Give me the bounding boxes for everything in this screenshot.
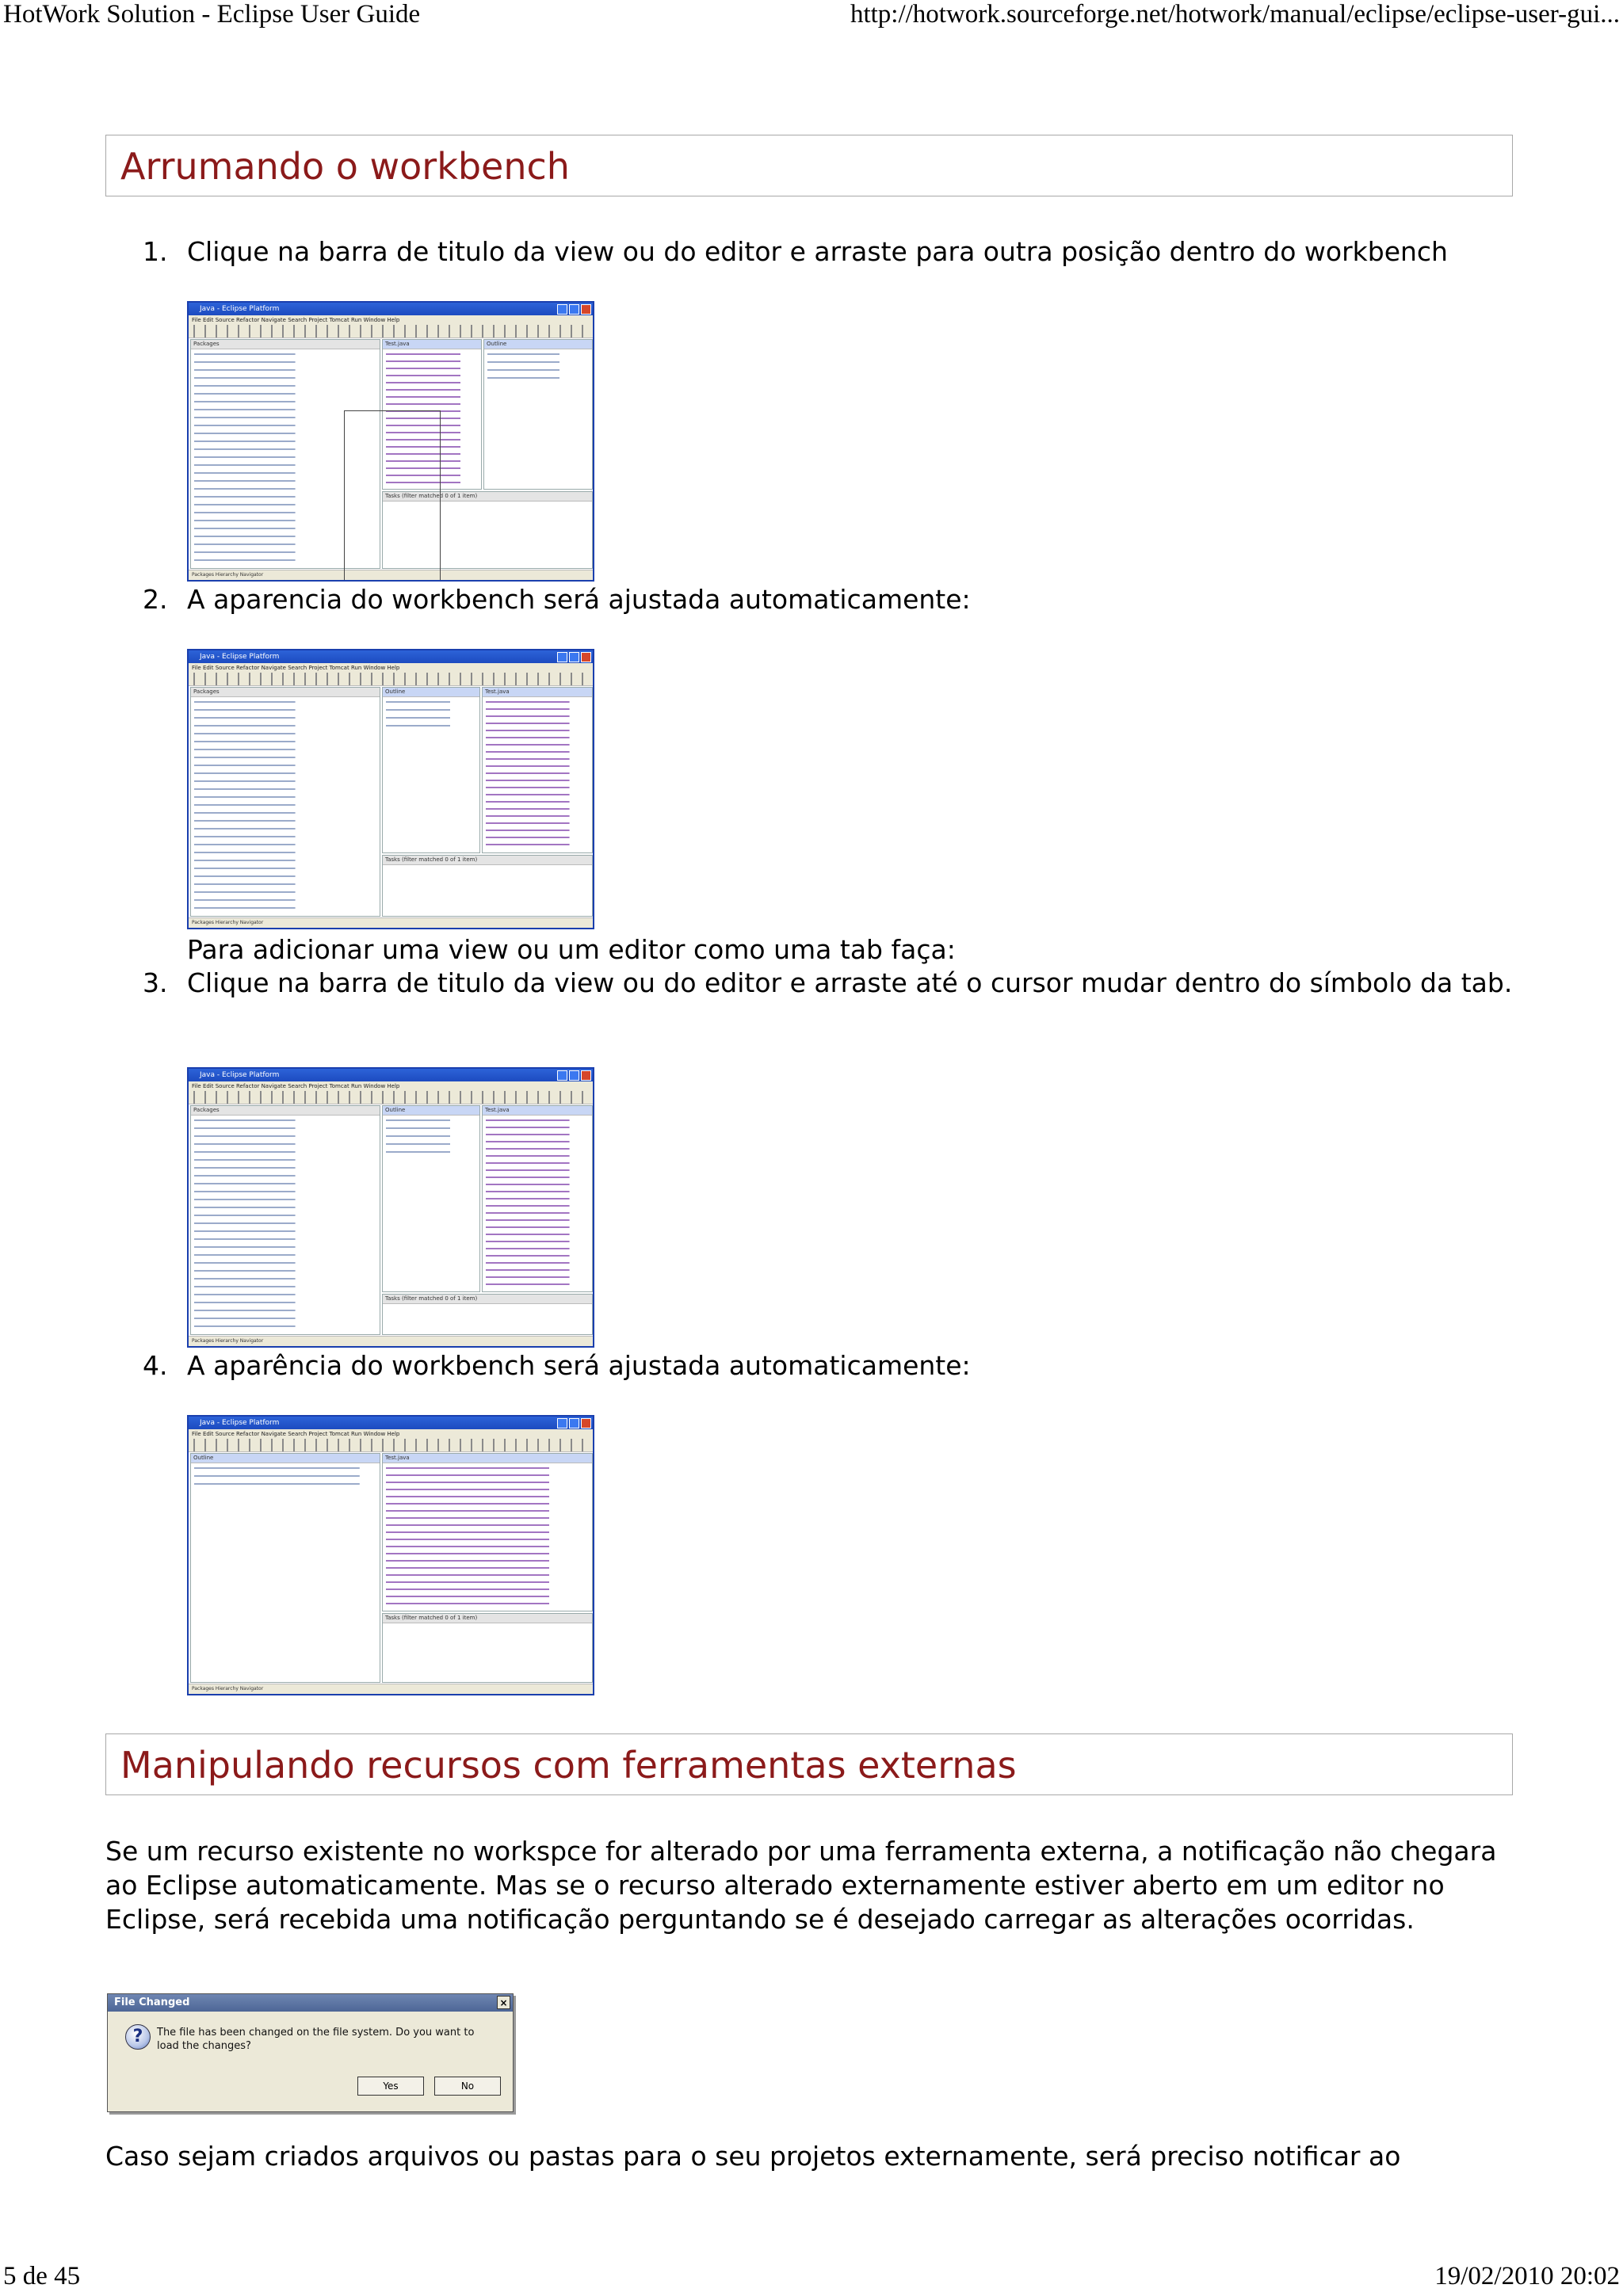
dialog-message: The file has been changed on the file system. Do you want to load the changes?: [157, 2027, 475, 2052]
tasks-pane: [382, 1294, 593, 1335]
package-tree: [194, 1117, 378, 1333]
minimize-icon: [557, 304, 567, 315]
close-icon: [581, 1418, 591, 1428]
pane-tab: Tasks (filter matched 0 of 1 item): [383, 492, 592, 502]
window-title: Java - Eclipse Platform: [200, 1071, 280, 1079]
window-titlebar: [189, 1069, 593, 1081]
code-area: [386, 1465, 590, 1609]
packages-pane: [190, 687, 380, 917]
window-titlebar: [189, 650, 593, 663]
window-buttons: [557, 1418, 591, 1428]
window-buttons: [557, 652, 591, 662]
editor-pane: [482, 1105, 593, 1292]
maximize-icon: [569, 1070, 579, 1081]
section-heading-external-tools: [105, 1733, 1513, 1795]
dialog-title: File Changed: [114, 1997, 190, 2008]
paragraph: Se um recurso existente no workspce for alterado por uma ferramenta externa, a notificação não chegara ao Eclipse automaticamente. Mas se o recurso alterado externamente estiver aberto em um editor no Eclipse, será recebida uma notificação perguntando se é desejado carregar as alterações ocorridas.: [105, 1836, 1497, 1935]
step-number: 4.: [143, 1350, 168, 1381]
outline-tree: [487, 351, 590, 487]
paragraph: Caso sejam criados arquivos ou pastas para o seu projetos externamente, será preciso notificar ao: [105, 2141, 1401, 2172]
close-icon: [581, 1070, 591, 1081]
dialog-titlebar: [108, 1994, 513, 2012]
step-number: 2.: [143, 584, 168, 615]
outline-pane: [190, 1453, 380, 1683]
pane-tab: Test.java: [483, 1106, 592, 1116]
editor-pane: [382, 1453, 593, 1611]
menu-bar: File Edit Source Refactor Navigate Search Project Tomcat Run Window Help: [189, 1081, 593, 1091]
close-icon: [581, 304, 591, 315]
minimize-icon: [557, 1070, 567, 1081]
eclipse-screenshot-1: [187, 301, 594, 582]
pane-tab: Tasks (filter matched 0 of 1 item): [383, 1295, 592, 1304]
pane-tab: Packages: [191, 1106, 380, 1116]
page-url[interactable]: http://hotwork.sourceforge.net/hotwork/manual/eclipse/eclipse-user-gui...: [850, 0, 1620, 29]
package-tree: [194, 699, 378, 914]
pane-tab: Test.java: [383, 340, 481, 349]
window-title: Java - Eclipse Platform: [200, 305, 280, 313]
tasks-pane: [382, 1613, 593, 1683]
code-area: [486, 1117, 590, 1290]
menu-bar: File Edit Source Refactor Navigate Search Project Tomcat Run Window Help: [189, 315, 593, 325]
outline-tree: [386, 699, 478, 851]
drag-outline: [344, 410, 441, 582]
tool-bar: [189, 673, 593, 686]
tool-bar: [189, 325, 593, 338]
outline-pane: [382, 687, 480, 853]
print-header: [0, 0, 1623, 32]
menu-bar: File Edit Source Refactor Navigate Search Project Tomcat Run Window Help: [189, 1429, 593, 1439]
pane-tab: Outline: [484, 340, 592, 349]
step-text: A aparência do workbench será ajustada automaticamente:: [187, 1350, 971, 1381]
yes-button[interactable]: Yes: [357, 2077, 424, 2096]
status-bar: Packages Hierarchy Navigator: [189, 1684, 593, 1694]
step-text: Clique na barra de titulo da view ou do editor e arraste para outra posição dentro do workbench: [187, 236, 1448, 267]
pane-tab: Packages: [191, 688, 380, 697]
eclipse-screenshot-2: [187, 649, 594, 929]
pane-tab: Tasks (filter matched 0 of 1 item): [383, 1614, 592, 1623]
outline-pane: [382, 1105, 480, 1292]
tool-bar: [189, 1091, 593, 1104]
outline-tree: [386, 1117, 478, 1290]
pane-tab: Outline: [383, 688, 479, 697]
print-datetime: 19/02/2010 20:02: [1434, 2262, 1620, 2290]
status-bar: Packages Hierarchy Navigator: [189, 1336, 593, 1346]
close-icon[interactable]: ×: [497, 1996, 510, 2009]
close-icon: [581, 652, 591, 662]
minimize-icon: [557, 1418, 567, 1428]
minimize-icon: [557, 652, 567, 662]
eclipse-screenshot-4: [187, 1415, 594, 1695]
doc-title: HotWork Solution - Eclipse User Guide: [3, 0, 421, 29]
window-title: Java - Eclipse Platform: [200, 1419, 280, 1427]
question-icon: ?: [125, 2024, 151, 2050]
pane-tab: Tasks (filter matched 0 of 1 item): [383, 856, 592, 865]
section-title: Manipulando recursos com ferramentas externas: [120, 1744, 1017, 1787]
maximize-icon: [569, 1418, 579, 1428]
no-button[interactable]: No: [434, 2077, 501, 2096]
editor-pane: [482, 687, 593, 853]
window-title: Java - Eclipse Platform: [200, 653, 280, 661]
outline-tree: [194, 1465, 378, 1680]
tasks-pane: [382, 855, 593, 917]
menu-bar: File Edit Source Refactor Navigate Search Project Tomcat Run Window Help: [189, 663, 593, 673]
status-bar: Packages Hierarchy Navigator: [189, 570, 593, 580]
eclipse-screenshot-3: [187, 1067, 594, 1348]
packages-pane: [190, 1105, 380, 1335]
window-buttons: [557, 1070, 591, 1081]
maximize-icon: [569, 652, 579, 662]
pane-tab: Outline: [191, 1454, 380, 1463]
page-number: 5 de 45: [3, 2262, 81, 2290]
file-changed-dialog: [107, 1993, 514, 2112]
maximize-icon: [569, 304, 579, 315]
code-area: [486, 699, 590, 851]
step-number: 1.: [143, 236, 168, 267]
outline-pane: [483, 339, 593, 490]
pane-tab: Outline: [383, 1106, 479, 1116]
step-text: Clique na barra de titulo da view ou do editor e arraste até o cursor mudar dentro do símbolo da tab.: [187, 967, 1513, 998]
pane-tab: Test.java: [483, 688, 592, 697]
note-text: Para adicionar uma view ou um editor como uma tab faça:: [187, 934, 956, 965]
tool-bar: [189, 1439, 593, 1452]
pane-tab: Test.java: [383, 1454, 592, 1463]
status-bar: Packages Hierarchy Navigator: [189, 917, 593, 928]
pane-tab: Packages: [191, 340, 380, 349]
step-number: 3.: [143, 967, 168, 998]
step-text: A aparencia do workbench será ajustada automaticamente:: [187, 584, 971, 615]
window-buttons: [557, 304, 591, 315]
section-title: Arrumando o workbench: [120, 145, 570, 188]
print-footer: [0, 2262, 1623, 2294]
section-heading-workbench: [105, 135, 1513, 196]
window-titlebar: [189, 1417, 593, 1429]
window-titlebar: [189, 303, 593, 315]
